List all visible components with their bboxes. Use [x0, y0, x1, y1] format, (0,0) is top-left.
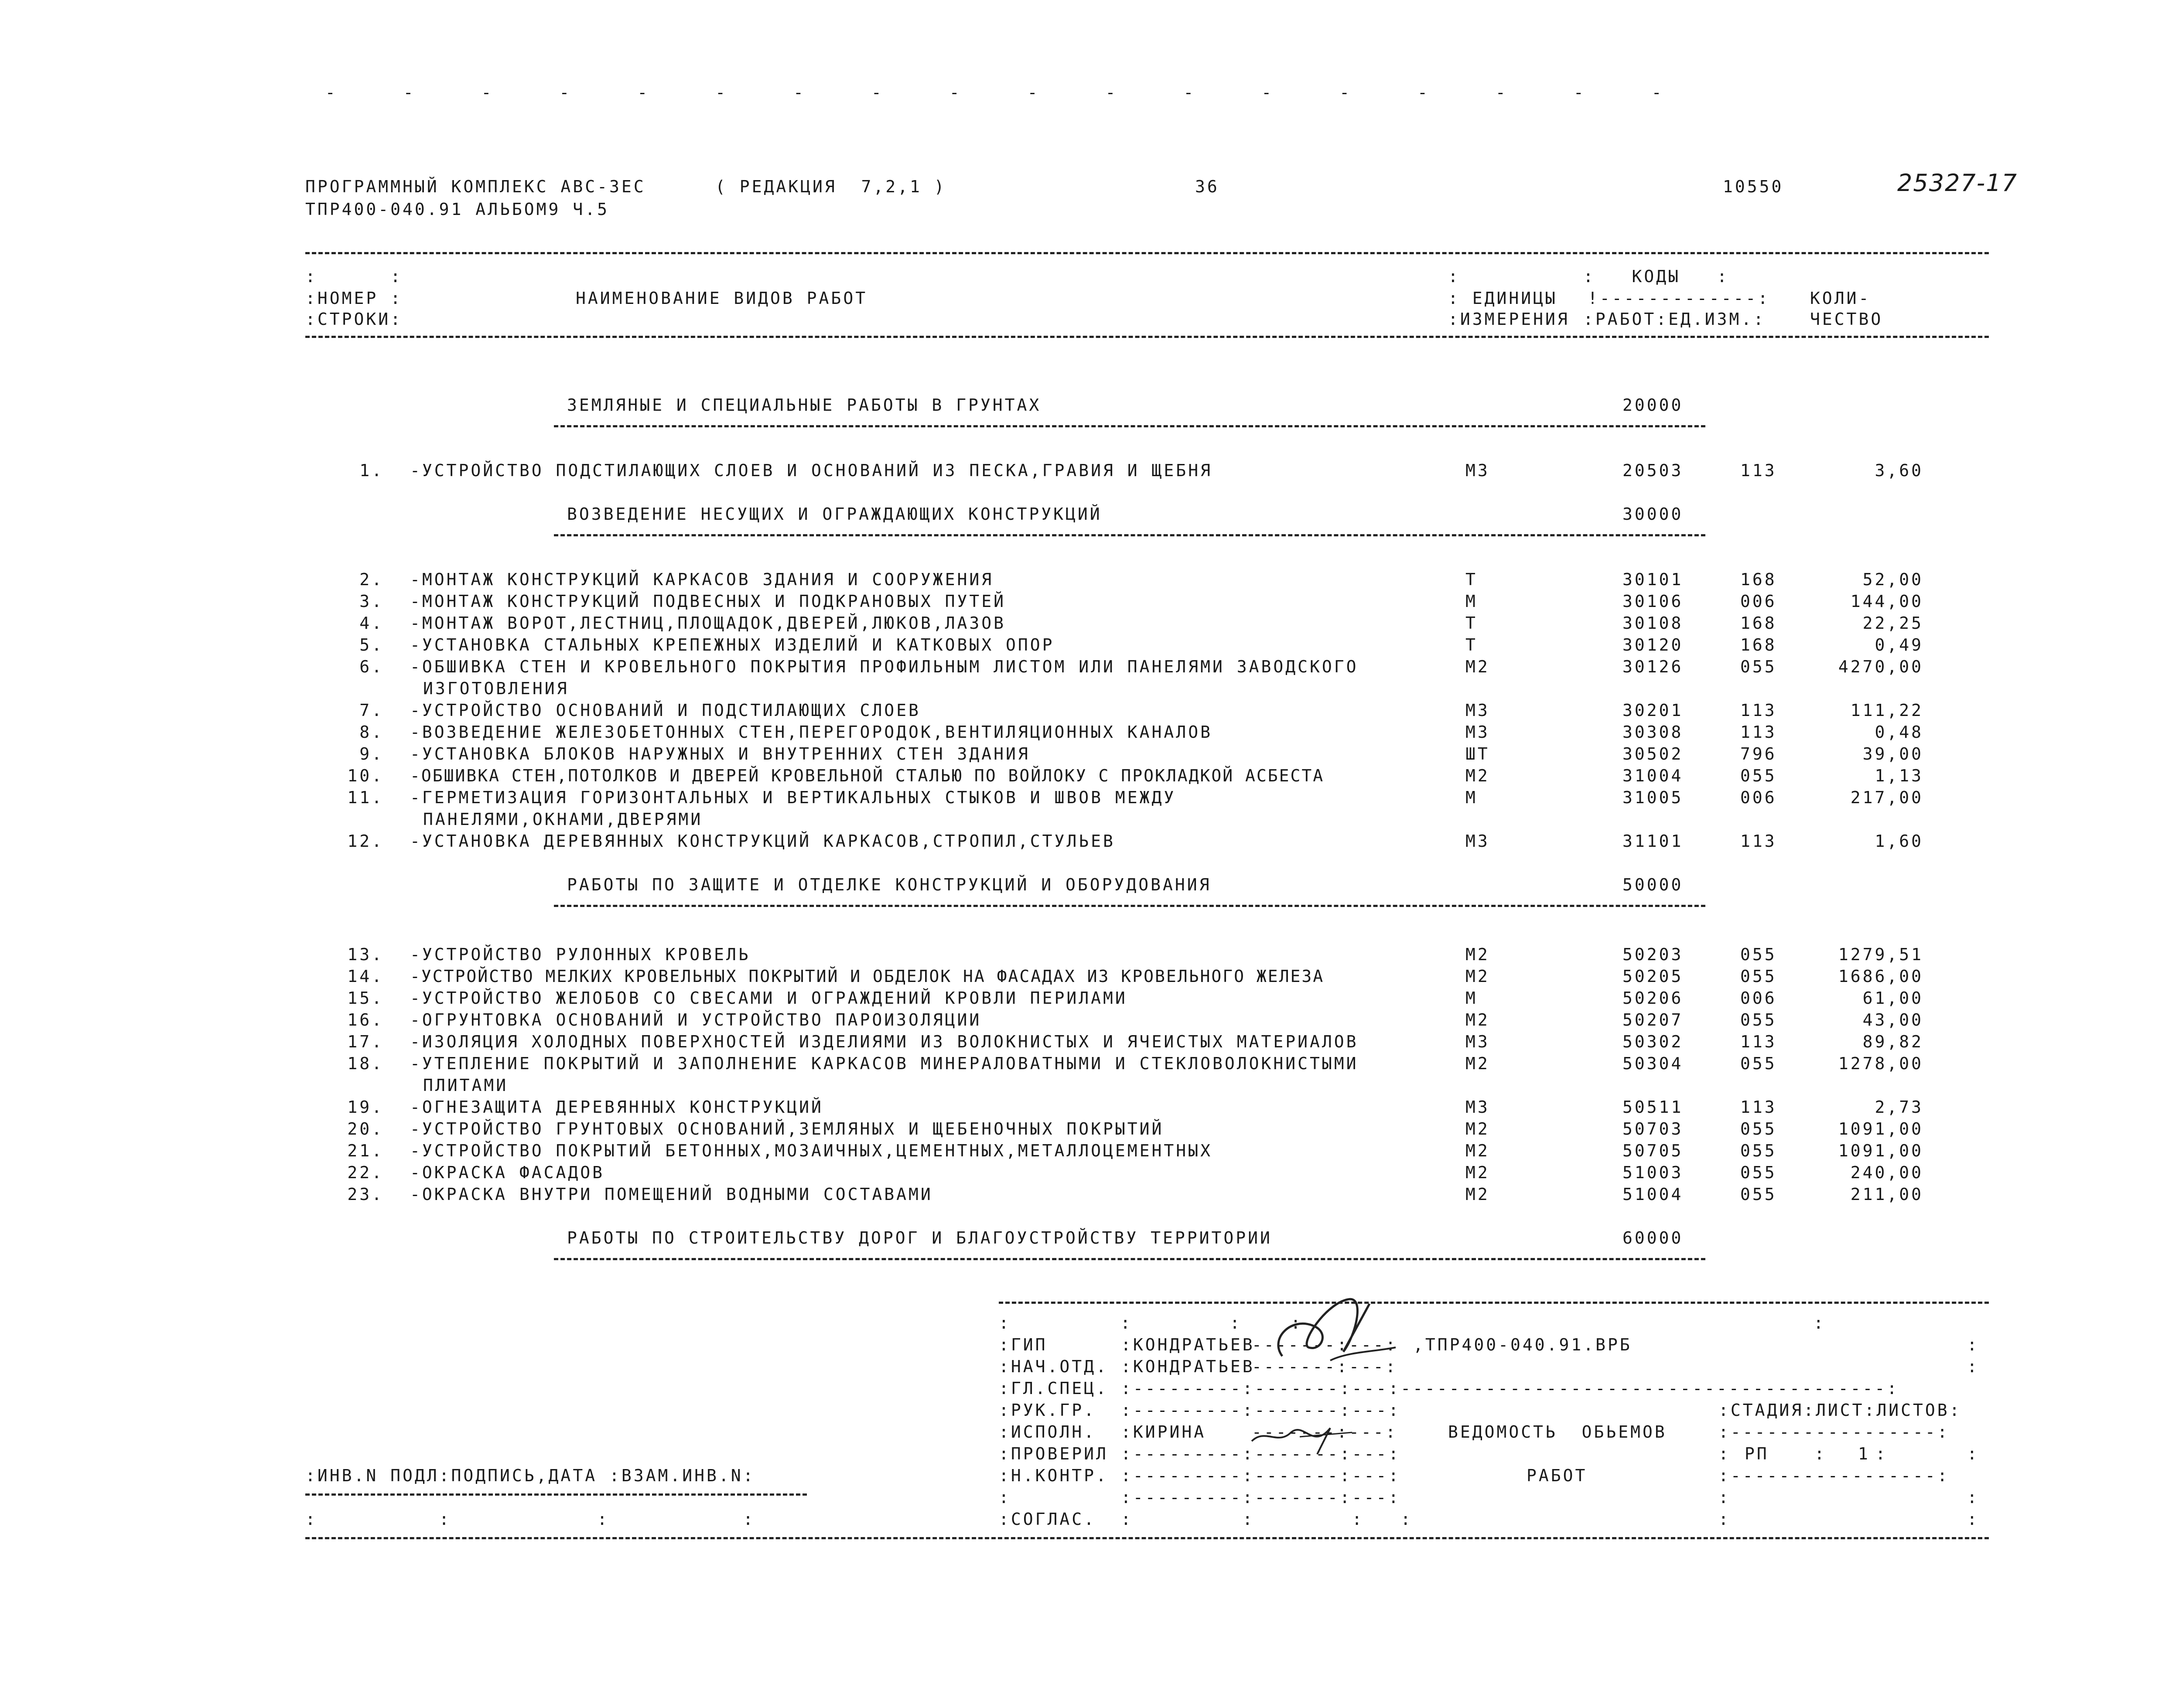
row-number: 18. [347, 1054, 384, 1073]
row-unit: М3 [1465, 723, 1490, 742]
row-name: -ОБШИВКА СТЕН,ПОТОЛКОВ И ДВЕРЕЙ КРОВЕЛЬНОЙ СТАЛЬЮ ПО ВОЙЛОКУ С ПРОКЛАДКОЙ АСБЕСТА [410, 766, 1325, 785]
row-unit-code: 055 [1740, 1141, 1777, 1160]
row-number: 1. [359, 461, 384, 480]
row-quantity: 2,73 [1875, 1098, 1923, 1117]
section-code: 20000 [1622, 395, 1684, 415]
row-unit-code: 113 [1740, 1032, 1777, 1051]
row-unit-code: 055 [1740, 766, 1777, 785]
stamp-role: :НАЧ.ОТД. [999, 1357, 1108, 1376]
row-unit-code: 113 [1740, 701, 1777, 720]
row-quantity: 61,00 [1862, 989, 1923, 1008]
stamp-role: :ПРОВЕРИЛ [999, 1444, 1108, 1463]
row-number: 20. [347, 1119, 384, 1139]
row-unit: М [1465, 788, 1478, 807]
row-work-code: 30126 [1622, 657, 1684, 676]
row-unit: М2 [1465, 1163, 1490, 1182]
row-number: 12. [347, 832, 384, 851]
header-codes-sublabel: :РАБОТ:ЕД.ИЗМ.: [1583, 310, 1766, 329]
row-work-code: 30502 [1622, 744, 1684, 764]
row-unit: ШТ [1465, 744, 1490, 764]
row-unit: М3 [1465, 701, 1490, 720]
section-title: ВОЗВЕДЕНИЕ НЕСУЩИХ И ОГРАЖДАЮЩИХ КОНСТРУКЦИЙ [567, 505, 1102, 524]
row-work-code: 50304 [1622, 1054, 1684, 1073]
row-name: -ИЗОЛЯЦИЯ ХОЛОДНЫХ ПОВЕРХНОСТЕЙ ИЗДЕЛИЯМИ ИЗ ВОЛОКНИСТЫХ И ЯЧЕИСТЫХ МАТЕРИАЛОВ [410, 1032, 1359, 1051]
row-number: 5. [359, 635, 384, 655]
row-unit: М2 [1465, 657, 1490, 676]
header-units-label-2: :ИЗМЕРЕНИЯ [1448, 310, 1570, 329]
row-name: -УСТАНОВКА БЛОКОВ НАРУЖНЫХ И ВНУТРЕННИХ СТЕН ЗДАНИЯ [410, 744, 1030, 764]
row-unit: М3 [1465, 832, 1490, 851]
stamp-document-code: ,ТПР400-040.91.ВРБ [1413, 1335, 1632, 1354]
row-work-code: 30201 [1622, 701, 1684, 720]
row-quantity: 0,48 [1875, 723, 1923, 742]
row-name: -ОГРУНТОВКА ОСНОВАНИЙ И УСТРОЙСТВО ПАРОИЗОЛЯЦИИ [410, 1010, 982, 1030]
row-quantity: 1278,00 [1838, 1054, 1923, 1073]
row-quantity: 111,22 [1850, 701, 1923, 720]
row-unit-code: 055 [1740, 657, 1777, 676]
row-number: 17. [347, 1032, 384, 1051]
row-work-code: 31004 [1622, 766, 1684, 785]
row-unit: М [1465, 592, 1478, 611]
row-quantity: 89,82 [1862, 1032, 1923, 1051]
row-unit-code: 113 [1740, 832, 1777, 851]
stamp-role: : [999, 1488, 1011, 1507]
section-title: РАБОТЫ ПО ЗАЩИТЕ И ОТДЕЛКЕ КОНСТРУКЦИЙ И ОБОРУДОВАНИЯ [567, 875, 1212, 894]
row-unit-code: 055 [1740, 967, 1777, 986]
row-unit: М2 [1465, 1010, 1490, 1030]
handwritten-number: 25327-17 [1897, 169, 2018, 197]
row-unit-code: 055 [1740, 1054, 1777, 1073]
row-name: -УСТАНОВКА СТАЛЬНЫХ КРЕПЕЖНЫХ ИЗДЕЛИЙ И КАТКОВЫХ ОПОР [410, 635, 1055, 655]
row-quantity: 1091,00 [1838, 1119, 1923, 1139]
stamp-left-bottom: : : : : [305, 1510, 755, 1529]
section-code: 30000 [1622, 505, 1684, 524]
header-number-label: :НОМЕР : [305, 289, 403, 308]
row-unit: М2 [1465, 967, 1490, 986]
row-number: 2. [359, 570, 384, 589]
row-work-code: 31005 [1622, 788, 1684, 807]
row-quantity: 0,49 [1875, 635, 1923, 655]
stamp-role: :СОГЛАС. [999, 1510, 1096, 1529]
row-unit-code: 168 [1740, 635, 1777, 655]
stamp-stage: РП [1745, 1444, 1769, 1463]
row-unit: Т [1465, 570, 1478, 589]
row-unit: М3 [1465, 461, 1490, 480]
row-name: -УСТРОЙСТВО ПОДСТИЛАЮЩИХ СЛОЕВ И ОСНОВАНИЙ ИЗ ПЕСКА,ГРАВИЯ И ЩЕБНЯ [410, 461, 1212, 480]
row-number: 15. [347, 989, 384, 1008]
row-name: -УСТРОЙСТВО ЖЕЛОБОВ СО СВЕСАМИ И ОГРАЖДЕНИЙ КРОВЛИ ПЕРИЛАМИ [410, 989, 1127, 1008]
row-name: -УСТРОЙСТВО РУЛОННЫХ КРОВЕЛЬ [410, 945, 751, 964]
row-unit-code: 113 [1740, 461, 1777, 480]
stamp-person: :КОНДРАТЬЕВ [1121, 1357, 1255, 1376]
row-name-continued: ИЗГОТОВЛЕНИЯ [423, 679, 569, 698]
row-number: 9. [359, 744, 384, 764]
signature-gip [1265, 1286, 1404, 1378]
row-number: 11. [347, 788, 384, 807]
stamp-role: :Н.КОНТР. [999, 1466, 1108, 1485]
row-quantity: 3,60 [1875, 461, 1923, 480]
row-work-code: 50511 [1622, 1098, 1684, 1117]
row-name: -УСТРОЙСТВО МЕЛКИХ КРОВЕЛЬНЫХ ПОКРЫТИЙ И ОБДЕЛОК НА ФАСАДАХ ИЗ КРОВЕЛЬНОГО ЖЕЛЕЗА [410, 967, 1325, 986]
row-work-code: 20503 [1622, 461, 1684, 480]
row-name-continued: ПЛИТАМИ [423, 1076, 509, 1095]
row-work-code: 50203 [1622, 945, 1684, 964]
stamp-sheet: 1 [1858, 1444, 1870, 1463]
row-quantity: 22,25 [1862, 614, 1923, 633]
row-name: -ОГНЕЗАЩИТА ДЕРЕВЯННЫХ КОНСТРУКЦИЙ [410, 1098, 823, 1117]
row-work-code: 30108 [1622, 614, 1684, 633]
row-name: -УСТАНОВКА ДЕРЕВЯННЫХ КОНСТРУКЦИЙ КАРКАСОВ,СТРОПИЛ,СТУЛЬЕВ [410, 832, 1115, 851]
row-number: 4. [359, 614, 384, 633]
header-number-label-2: :СТРОКИ: [305, 310, 403, 329]
row-unit-code: 113 [1740, 1098, 1777, 1117]
section-code: 50000 [1622, 875, 1684, 894]
row-work-code: 30308 [1622, 723, 1684, 742]
stamp-role: :РУК.ГР. [999, 1401, 1096, 1420]
row-unit: М3 [1465, 1098, 1490, 1117]
stamp-person: :КИРИНА [1121, 1422, 1206, 1442]
row-work-code: 30101 [1622, 570, 1684, 589]
row-name: -ОБШИВКА СТЕН И КРОВЕЛЬНОГО ПОКРЫТИЯ ПРОФИЛЬНЫМ ЛИСТОМ ИЛИ ПАНЕЛЯМИ ЗАВОДСКОГО [410, 657, 1359, 676]
row-quantity: 1279,51 [1838, 945, 1923, 964]
row-unit-code: 055 [1740, 1010, 1777, 1030]
row-unit: М2 [1465, 945, 1490, 964]
row-number: 13. [347, 945, 384, 964]
row-unit-code: 006 [1740, 989, 1777, 1008]
program-title: ПРОГРАММНЫЙ КОМПЛЕКС АВС-3ЕС [305, 177, 646, 196]
row-unit-code: 168 [1740, 570, 1777, 589]
page-number: 36 [1195, 177, 1219, 196]
row-work-code: 51003 [1622, 1163, 1684, 1182]
row-unit-code: 168 [1740, 614, 1777, 633]
stamp-role: :ИСПОЛН. [999, 1422, 1096, 1442]
stamp-person: :КОНДРАТЬЕВ [1121, 1335, 1255, 1354]
row-unit: М2 [1465, 766, 1490, 785]
row-work-code: 50205 [1622, 967, 1684, 986]
row-unit: Т [1465, 614, 1478, 633]
row-unit-code: 006 [1740, 592, 1777, 611]
row-quantity: 52,00 [1862, 570, 1923, 589]
row-quantity: 240,00 [1850, 1163, 1923, 1182]
row-name-continued: ПАНЕЛЯМИ,ОКНАМИ,ДВЕРЯМИ [423, 810, 703, 829]
stamp-left-block: :ИНВ.N ПОДЛ:ПОДПИСЬ,ДАТА :ВЗАМ.ИНВ.N: [305, 1466, 755, 1485]
row-quantity: 144,00 [1850, 592, 1923, 611]
row-number: 7. [359, 701, 384, 720]
row-name: -ОКРАСКА ВНУТРИ ПОМЕЩЕНИЙ ВОДНЫМИ СОСТАВАМИ [410, 1185, 933, 1204]
stamp-stage-header: :СТАДИЯ:ЛИСТ:ЛИСТОВ: [1718, 1401, 1962, 1420]
header-quantity-label-2: ЧЕСТВО [1810, 310, 1883, 329]
row-quantity: 1,60 [1875, 832, 1923, 851]
row-unit: Т [1465, 635, 1478, 655]
row-name: -ОКРАСКА ФАСАДОВ [410, 1163, 605, 1182]
row-name: -УСТРОЙСТВО ОСНОВАНИЙ И ПОДСТИЛАЮЩИХ СЛОЕВ [410, 701, 921, 720]
row-number: 22. [347, 1163, 384, 1182]
row-unit: М3 [1465, 1032, 1490, 1051]
row-name: -УСТРОЙСТВО ГРУНТОВЫХ ОСНОВАНИЙ,ЗЕМЛЯНЫХ И ЩЕБЕНОЧНЫХ ПОКРЫТИЙ [410, 1119, 1164, 1139]
row-work-code: 51004 [1622, 1185, 1684, 1204]
header-codes-label: : КОДЫ : [1583, 267, 1729, 286]
row-name: -УСТРОЙСТВО ПОКРЫТИЙ БЕТОННЫХ,МОЗАИЧНЫХ,ЦЕМЕНТНЫХ,МЕТАЛЛОЦЕМЕНТНЫХ [410, 1141, 1212, 1160]
row-unit-code: 113 [1740, 723, 1777, 742]
row-unit-code: 055 [1740, 1185, 1777, 1204]
row-number: 19. [347, 1098, 384, 1117]
row-quantity: 4270,00 [1838, 657, 1923, 676]
row-unit-code: 006 [1740, 788, 1777, 807]
row-work-code: 50703 [1622, 1119, 1684, 1139]
row-number: 8. [359, 723, 384, 742]
row-unit: М [1465, 989, 1478, 1008]
row-name: -ВОЗВЕДЕНИЕ ЖЕЛЕЗОБЕТОННЫХ СТЕН,ПЕРЕГОРОДОК,ВЕНТИЛЯЦИОННЫХ КАНАЛОВ [410, 723, 1212, 742]
row-name: -МОНТАЖ ВОРОТ,ЛЕСТНИЦ,ПЛОЩАДОК,ДВЕРЕЙ,ЛЮКОВ,ЛАЗОВ [410, 614, 1006, 633]
row-unit-code: 796 [1740, 744, 1777, 764]
row-unit: М2 [1465, 1054, 1490, 1073]
stamp-document-title: ВЕДОМОСТЬ ОБЬЕМОВ [1448, 1422, 1667, 1442]
row-name: -МОНТАЖ КОНСТРУКЦИЙ ПОДВЕСНЫХ И ПОДКРАНОВЫХ ПУТЕЙ [410, 592, 1006, 611]
row-work-code: 30106 [1622, 592, 1684, 611]
section-title: ЗЕМЛЯНЫЕ И СПЕЦИАЛЬНЫЕ РАБОТЫ В ГРУНТАХ [567, 395, 1042, 415]
row-work-code: 50705 [1622, 1141, 1684, 1160]
row-name: -МОНТАЖ КОНСТРУКЦИЙ КАРКАСОВ ЗДАНИЯ И СООРУЖЕНИЯ [410, 570, 994, 589]
section-title: РАБОТЫ ПО СТРОИТЕЛЬСТВУ ДОРОГ И БЛАГОУСТРОЙСТВУ ТЕРРИТОРИИ [567, 1228, 1272, 1248]
row-number: 14. [347, 967, 384, 986]
row-number: 21. [347, 1141, 384, 1160]
stamp-role: :ГИП [999, 1335, 1048, 1354]
header-units-label: : ЕДИНИЦЫ [1448, 289, 1557, 308]
row-unit-code: 055 [1740, 1163, 1777, 1182]
row-work-code: 50206 [1622, 989, 1684, 1008]
stamp-role: :ГЛ.СПЕЦ. [999, 1379, 1108, 1398]
row-name: -УТЕПЛЕНИЕ ПОКРЫТИЙ И ЗАПОЛНЕНИЕ КАРКАСОВ МИНЕРАЛОВАТНЫМИ И СТЕКЛОВОЛОКНИСТЫМИ [410, 1054, 1359, 1073]
row-name: -ГЕРМЕТИЗАЦИЯ ГОРИЗОНТАЛЬНЫХ И ВЕРТИКАЛЬНЫХ СТЫКОВ И ШВОВ МЕЖДУ [410, 788, 1176, 807]
row-quantity: 39,00 [1862, 744, 1923, 764]
row-number: 10. [347, 766, 384, 785]
row-number: 16. [347, 1010, 384, 1030]
section-code: 60000 [1622, 1228, 1684, 1248]
signature-kirina [1247, 1411, 1361, 1459]
row-number: 6. [359, 657, 384, 676]
document-code: 10550 [1723, 177, 1784, 196]
row-number: 3. [359, 592, 384, 611]
row-quantity: 211,00 [1850, 1185, 1923, 1204]
row-unit: М2 [1465, 1185, 1490, 1204]
row-number: 23. [347, 1185, 384, 1204]
album-reference: ТПР400-040.91 АЛЬБОМ9 Ч.5 [305, 200, 609, 219]
row-quantity: 1091,00 [1838, 1141, 1923, 1160]
header-codes-separator: !-------------: [1588, 289, 1770, 308]
row-unit-code: 055 [1740, 945, 1777, 964]
row-quantity: 217,00 [1850, 788, 1923, 807]
row-work-code: 31101 [1622, 832, 1684, 851]
row-quantity: 1686,00 [1838, 967, 1923, 986]
row-quantity: 1,13 [1875, 766, 1923, 785]
header-quantity-label: КОЛИ- [1810, 289, 1871, 308]
program-edition: ( РЕДАКЦИЯ 7,2,1 ) [715, 177, 946, 196]
row-unit: М2 [1465, 1141, 1490, 1160]
row-work-code: 50207 [1622, 1010, 1684, 1030]
row-unit: М2 [1465, 1119, 1490, 1139]
row-work-code: 50302 [1622, 1032, 1684, 1051]
row-unit-code: 055 [1740, 1119, 1777, 1139]
header-name-label: НАИМЕНОВАНИЕ ВИДОВ РАБОТ [576, 289, 868, 308]
row-quantity: 43,00 [1862, 1010, 1923, 1030]
stamp-document-title-2: РАБОТ [1527, 1466, 1588, 1485]
row-work-code: 30120 [1622, 635, 1684, 655]
